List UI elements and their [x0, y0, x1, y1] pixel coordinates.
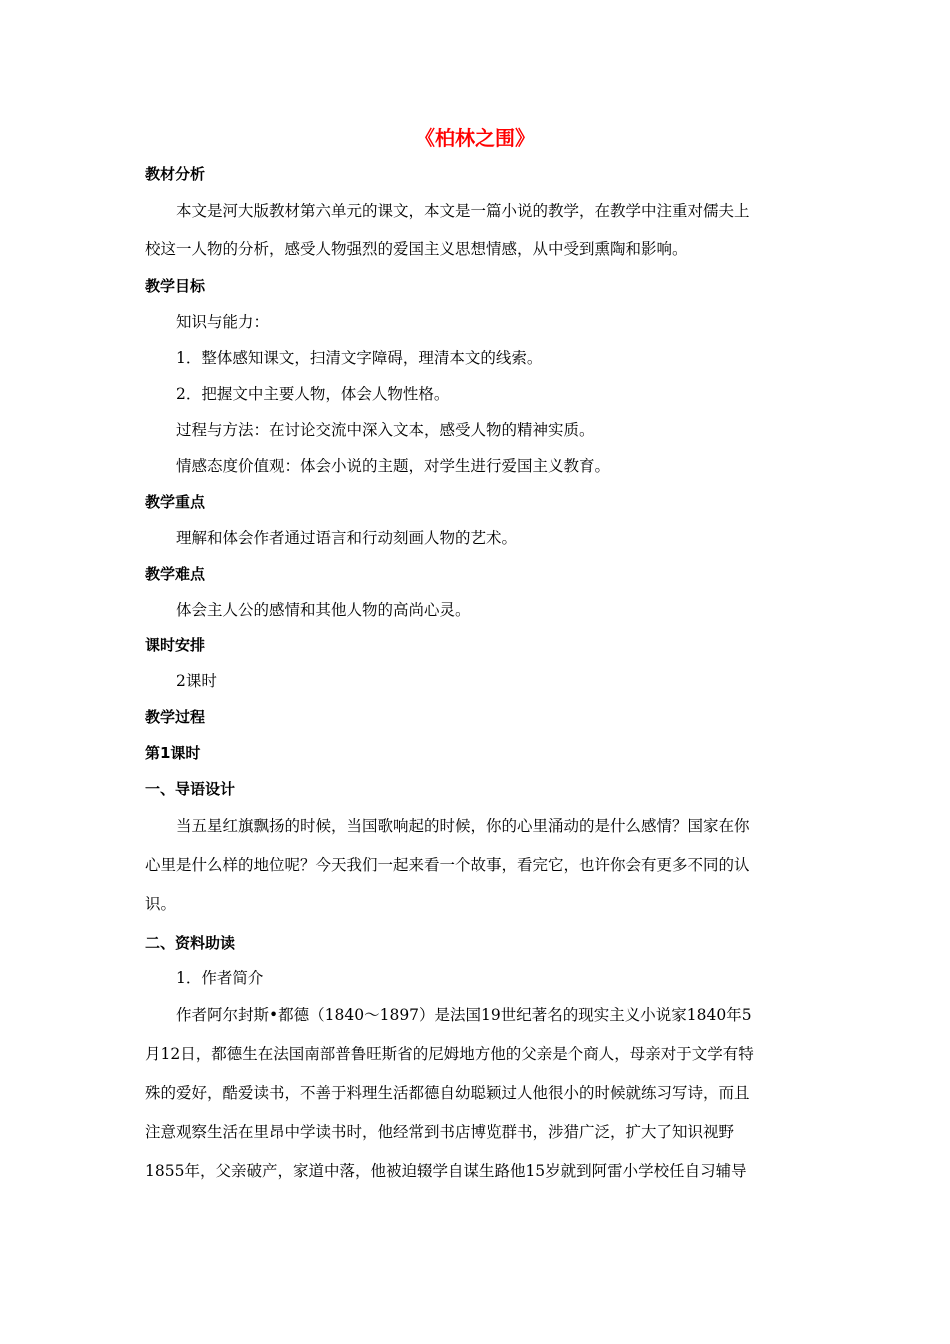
paragraph-line: 注意观察生活在里昂中学读书时，他经常到书店博览群书，涉猎广泛，扩大了知识视野: [145, 1123, 735, 1141]
heading-schedule: 课时安排: [145, 636, 206, 654]
paragraph-line: 情感态度价值观：体会小说的主题，对学生进行爱国主义教育。: [176, 457, 611, 475]
paragraph-line: 当五星红旗飘扬的时候，当国歌响起的时候，你的心里涌动的是什么感情？国家在你: [176, 817, 750, 835]
paragraph-line: 作者阿尔封斯•都德（1840～1897）是法国19世纪著名的现实主义小说家1840年5: [176, 1006, 752, 1024]
list-item: 2．把握文中主要人物，体会人物性格。: [176, 385, 450, 403]
paragraph-line: 1855年，父亲破产，家道中落，他被迫辍学自谋生路他15岁就到阿雷小学校任自习辅导: [145, 1162, 747, 1180]
heading-teaching-goals: 教学目标: [145, 277, 206, 295]
list-item: 1．整体感知课文，扫清文字障碍，理清本文的线索。: [176, 349, 543, 367]
paragraph-line: 月12日，都德生在法国南部普鲁旺斯省的尼姆地方他的父亲是个商人，母亲对于文学有特: [145, 1045, 754, 1063]
paragraph-line: 2课时: [176, 672, 217, 690]
paragraph-line: 理解和体会作者通过语言和行动刻画人物的艺术。: [176, 529, 518, 547]
paragraph-line: 知识与能力：: [176, 313, 270, 331]
heading-intro-design: 一、导语设计: [145, 780, 236, 798]
paragraph-line: 体会主人公的感情和其他人物的高尚心灵。: [176, 601, 471, 619]
paragraph-line: 本文是河大版教材第六单元的课文，本文是一篇小说的教学，在教学中注重对儒夫上: [176, 202, 750, 220]
heading-key-points: 教学重点: [145, 493, 206, 511]
heading-difficult-points: 教学难点: [145, 565, 206, 583]
heading-lesson-1: 第1课时: [145, 744, 201, 762]
paragraph-line: 过程与方法：在讨论交流中深入文本，感受人物的精神实质。: [176, 421, 595, 439]
paragraph-line: 识。: [145, 895, 177, 913]
paragraph-line: 心里是什么样的地位呢？今天我们一起来看一个故事，看完它，也许你会有更多不同的认: [145, 856, 750, 874]
document-title: 《柏林之围》: [415, 126, 535, 150]
paragraph-line: 校这一人物的分析，感受人物强烈的爱国主义思想情感，从中受到熏陶和影响。: [145, 240, 688, 258]
heading-teaching-process: 教学过程: [145, 708, 206, 726]
heading-reading-materials: 二、资料助读: [145, 934, 236, 952]
heading-textbook-analysis: 教材分析: [145, 165, 206, 183]
paragraph-line: 殊的爱好，酷爱读书，不善于料理生活都德自幼聪颖过人他很小的时候就练习写诗，而且: [145, 1084, 750, 1102]
list-item: 1．作者简介: [176, 969, 264, 987]
